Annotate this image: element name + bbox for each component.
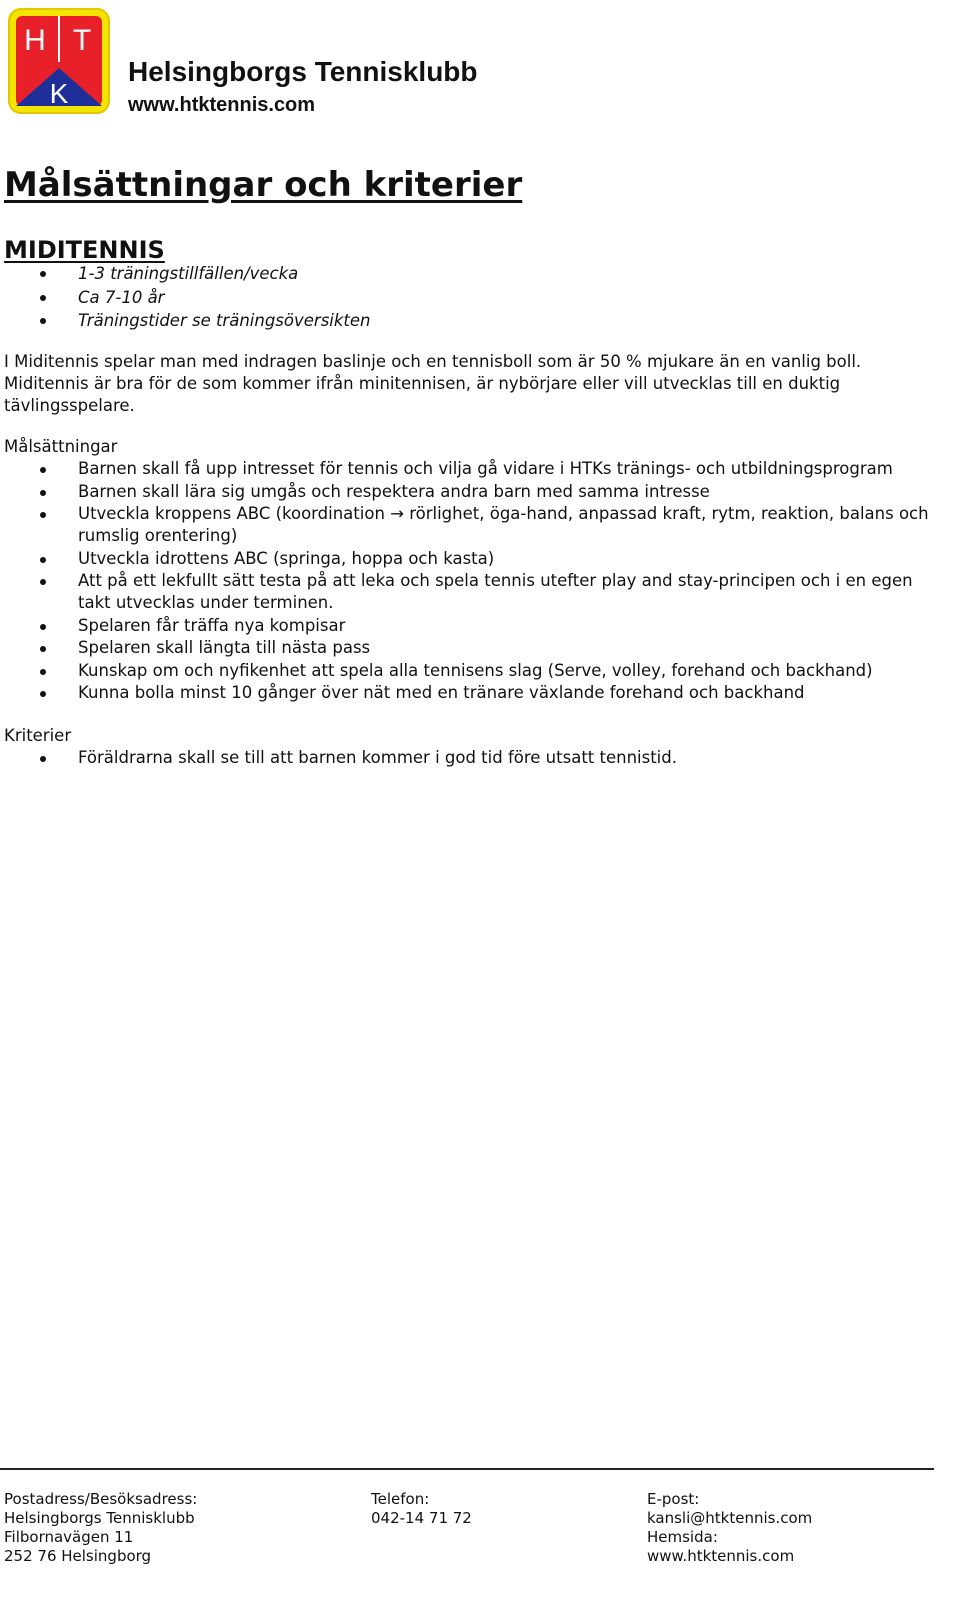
list-item: Föräldrarna skall se till att barnen kommer i god tid före utsatt tennistid. xyxy=(0,747,940,769)
address-name: Helsingborgs Tennisklubb xyxy=(4,1509,195,1527)
logo-letter-h: H xyxy=(24,24,46,57)
list-item: Kunskap om och nyfikenhet att spela alla tennisens slag (Serve, volley, forehand och backhand) xyxy=(0,660,940,682)
bullet-icon xyxy=(40,691,46,697)
goals-list xyxy=(0,458,940,705)
bullet-icon xyxy=(40,271,46,277)
email-label: E-post: xyxy=(647,1490,700,1508)
bullet-icon xyxy=(40,467,46,473)
list-item: 1-3 träningstillfällen/vecka xyxy=(0,262,940,285)
criteria-list xyxy=(0,747,940,770)
list-item: Att på ett lekfullt sätt testa på att leka och spela tennis utefter play and stay-principen och i en egen takt utvecklas under terminen. xyxy=(0,570,940,614)
list-item: Barnen skall lära sig umgås och respektera andra barn med samma intresse xyxy=(0,481,940,503)
club-url: www.htktennis.com xyxy=(128,94,316,116)
list-item: Kunna bolla minst 10 gånger över nät med en tränare växlande forehand och backhand xyxy=(0,682,940,704)
club-name: Helsingborgs Tennisklubb xyxy=(128,56,478,87)
bullet-icon xyxy=(40,669,46,675)
bullet-icon xyxy=(40,490,46,496)
footer-divider xyxy=(0,1468,934,1470)
phone-number: 042-14 71 72 xyxy=(371,1509,472,1527)
list-item: Utveckla kroppens ABC (koordination → rörlighet, öga-hand, anpassad kraft, rytm, reaktion, balans och rumslig orentering) xyxy=(0,503,940,547)
list-item: Barnen skall få upp intresset för tennis och vilja gå vidare i HTKs tränings- och utbildningsprogram xyxy=(0,458,940,480)
list-item: Ca 7-10 år xyxy=(0,286,940,309)
phone-label: Telefon: xyxy=(371,1490,430,1508)
address-city: 252 76 Helsingborg xyxy=(4,1547,152,1565)
web-label: Hemsida: xyxy=(647,1528,718,1546)
footer-address xyxy=(4,1490,197,1566)
goals-label: Målsättningar xyxy=(4,437,118,456)
htk-logo xyxy=(6,6,112,116)
list-item: Utveckla idrottens ABC (springa, hoppa och kasta) xyxy=(0,548,940,570)
criteria-label: Kriterier xyxy=(4,726,72,745)
logo-letter-t: T xyxy=(72,24,92,57)
address-label: Postadress/Besöksadress: xyxy=(4,1490,198,1508)
bullet-icon xyxy=(40,646,46,652)
bullet-icon xyxy=(40,624,46,630)
list-item: Träningstider se träningsöversikten xyxy=(0,309,940,332)
facts-list xyxy=(0,262,940,333)
list-item: Spelaren skall längta till nästa pass xyxy=(0,637,940,659)
section-heading: MIDITENNIS xyxy=(4,236,165,264)
footer-phone xyxy=(371,1490,472,1528)
list-item: Spelaren får träffa nya kompisar xyxy=(0,615,940,637)
address-street: Filbornavägen 11 xyxy=(4,1528,134,1546)
bullet-icon xyxy=(40,557,46,563)
intro-paragraph: I Miditennis spelar man med indragen baslinje och en tennisboll som är 50 % mjukare än en vanlig boll. Miditennis är bra för de som kommer ifrån minitennisen, är nybörjare eller vill utvecklas till en duktig tävlingsspelare. xyxy=(4,352,862,415)
bullet-icon xyxy=(40,756,46,762)
page-title: Målsättningar och kriterier xyxy=(4,165,523,205)
email-link[interactable]: kansli@htktennis.com xyxy=(647,1509,813,1527)
logo-letter-k: K xyxy=(49,78,69,109)
web-link[interactable]: www.htktennis.com xyxy=(647,1547,795,1565)
bullet-icon xyxy=(40,512,46,518)
bullet-icon xyxy=(40,318,46,324)
bullet-icon xyxy=(40,579,46,585)
bullet-icon xyxy=(40,295,46,301)
footer-contact xyxy=(647,1490,812,1566)
